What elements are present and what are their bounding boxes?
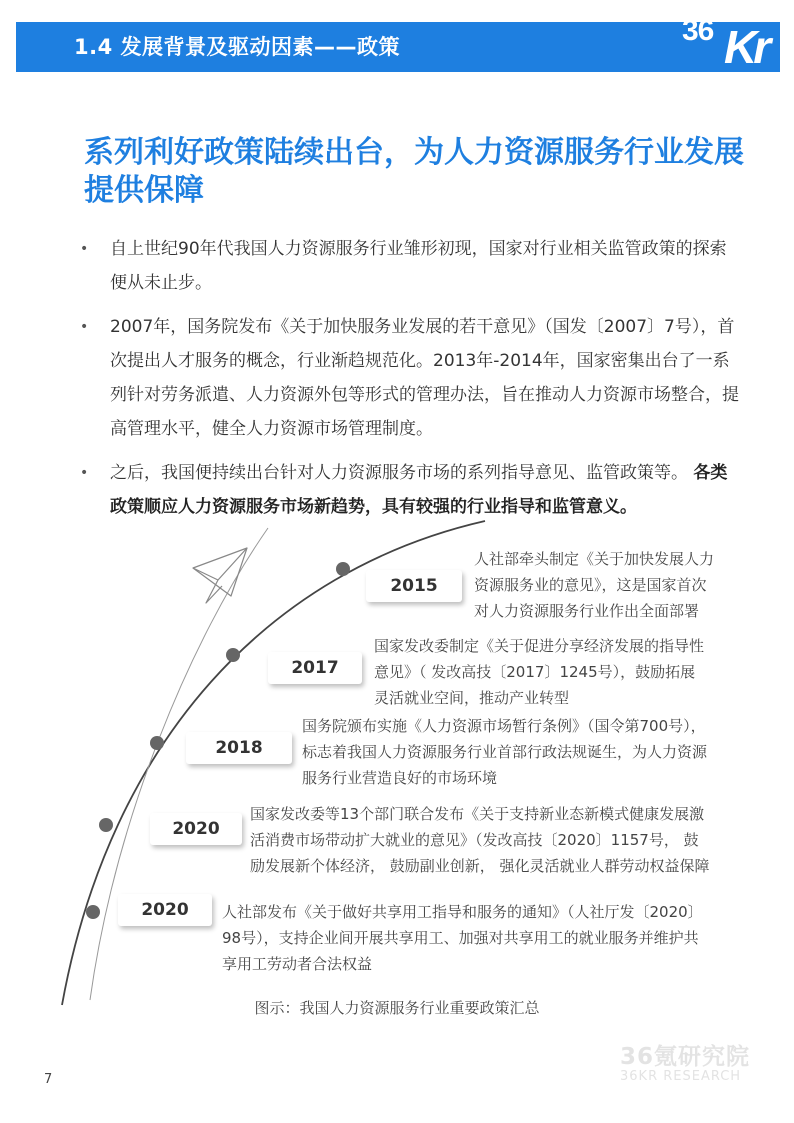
timeline-dot: [226, 648, 240, 662]
page-number: 7: [44, 1072, 53, 1087]
bullet-text: 2007年，国务院发布《关于加快服务业发展的若干意见》（国发〔2007〕7号），首次提出人才服务的概念，行业渐趋规范化。2013年-2014年，国家密集出台了一系列针对劳务派遣、人力资源外包等形式的管理办法，旨在推动人力资源市场整合，提高管理水平，健全人力资源市场管理制度。: [110, 317, 739, 439]
page-headline: 系列利好政策陆续出台，为人力资源服务行业发展提供保障: [84, 135, 744, 208]
bullet-dot-icon: •: [80, 465, 89, 481]
policy-description: 人社部发布《关于做好共享用工指导和服务的通知》（人社厅发〔2020〕 98号），支持企业间开展共享用工、加强对共享用工的就业服务并维护共 享用工劳动者合法权益: [222, 903, 703, 973]
year-label: 2020: [118, 894, 212, 926]
36kr-logo: 36 Kr: [682, 14, 768, 73]
policy-description: 国家发改委制定《关于促进分享经济发展的指导性 意见》（ 发改高技〔2017〕1245号），鼓励拓展 灵活就业空间，推动产业转型: [374, 637, 705, 707]
year-label: 2015: [366, 570, 462, 602]
timeline-dot: [86, 905, 100, 919]
year-label: 2020: [150, 813, 242, 845]
bullet-dot-icon: •: [80, 241, 89, 257]
bullet-text: 自上世纪90年代我国人力资源服务行业雏形初现，国家对行业相关监管政策的探索便从未止步。: [110, 239, 727, 293]
bullet-dot-icon: •: [80, 319, 89, 335]
watermark: [620, 1038, 770, 1084]
timeline-dot: [150, 736, 164, 750]
watermark-en: 36KR RESEARCH: [620, 1069, 742, 1084]
policy-description: 国务院颁布实施《人力资源市场暂行条例》（国令第700号）， 标志着我国人力资源服务行业首部行政法规诞生，为人力资源 服务行业营造良好的市场环境: [302, 717, 708, 787]
bullet-bold-text: 各类政策顺应人力资源服务市场新趋势，具有较强的行业指导和监管意义。: [110, 463, 728, 517]
bullet-text: 之后，我国便持续出台针对人力资源服务市场的系列指导意见、监管政策等。: [110, 463, 688, 483]
timeline-dot: [336, 562, 350, 576]
year-label: 2017: [268, 652, 362, 684]
policy-description: 人社部牵头制定《关于加快发展人力 资源服务业的意见》，这是国家首次 对人力资源服务行业作出全面部署: [474, 550, 715, 620]
year-label: 2018: [186, 732, 292, 764]
watermark-cn: 36氪研究院: [620, 1044, 751, 1070]
figure-caption: 图示：我国人力资源服务行业重要政策汇总: [254, 999, 540, 1017]
timeline-dot: [99, 818, 113, 832]
paper-plane-icon: [193, 548, 247, 603]
section-title: 1.4 发展背景及驱动因素——政策: [74, 35, 401, 59]
policy-description: 国家发改委等13个部门联合发布《关于支持新业态新模式健康发展激 活消费市场带动扩大就业的意见》（发改高技〔2020〕1157号， 鼓 励发展新个体经济， 鼓励副业创新， 强化灵活就业人群劳动权益保障: [250, 805, 710, 875]
